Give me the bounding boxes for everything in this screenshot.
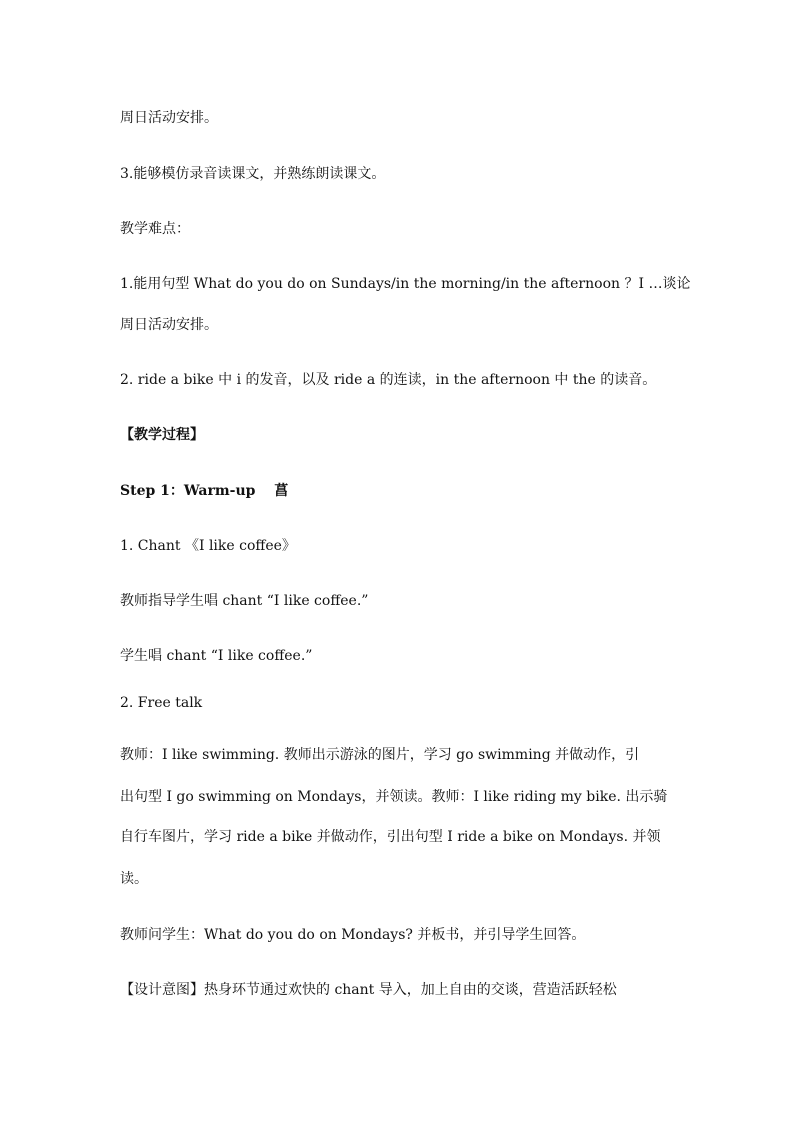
- text-line: 周日活动安排。: [120, 110, 218, 126]
- text-line: 出句型 I go swimming on Mondays，并领读。教师：I like riding my bike. 出示骑: [120, 789, 668, 805]
- text-line: 2. ride a bike 中 i 的发音，以及 ride a 的连读，in the afternoon 中 the 的读音。: [120, 372, 657, 388]
- text-line: 教师：I like swimming. 教师出示游泳的图片，学习 go swimming 并做动作，引: [120, 747, 640, 763]
- step-heading: Step 1：Warm-up 菖: [120, 483, 289, 499]
- text-line: 教师问学生：What do you do on Mondays? 并板书，并引导学生回答。: [120, 927, 586, 943]
- text-line: 教师指导学生唱 chant “I like coffee.”: [120, 593, 369, 609]
- text-line: 1.能用句型 What do you do on Sundays/in the morning/in the afternoon ？I …谈论: [120, 276, 691, 292]
- text-line: 周日活动安排。: [120, 317, 218, 333]
- text-line: 1. Chant 《I like coffee》: [120, 538, 296, 554]
- text-line: 2. Free talk: [120, 695, 203, 711]
- text-line: 【设计意图】热身环节通过欢快的 chant 导入，加上自由的交谈，营造活跃轻松: [120, 982, 617, 998]
- section-label-difficulties: 教学难点：: [120, 221, 190, 237]
- text-line: 3.能够模仿录音读课文，并熟练朗读课文。: [120, 166, 386, 182]
- text-line: 学生唱 chant “I like coffee.”: [120, 648, 313, 664]
- section-heading-teaching-process: 【教学过程】: [120, 427, 204, 443]
- text-line: 自行车图片，学习 ride a bike 并做动作，引出句型 I ride a bike on Mondays. 并领: [120, 829, 661, 845]
- text-line: 读。: [120, 871, 148, 887]
